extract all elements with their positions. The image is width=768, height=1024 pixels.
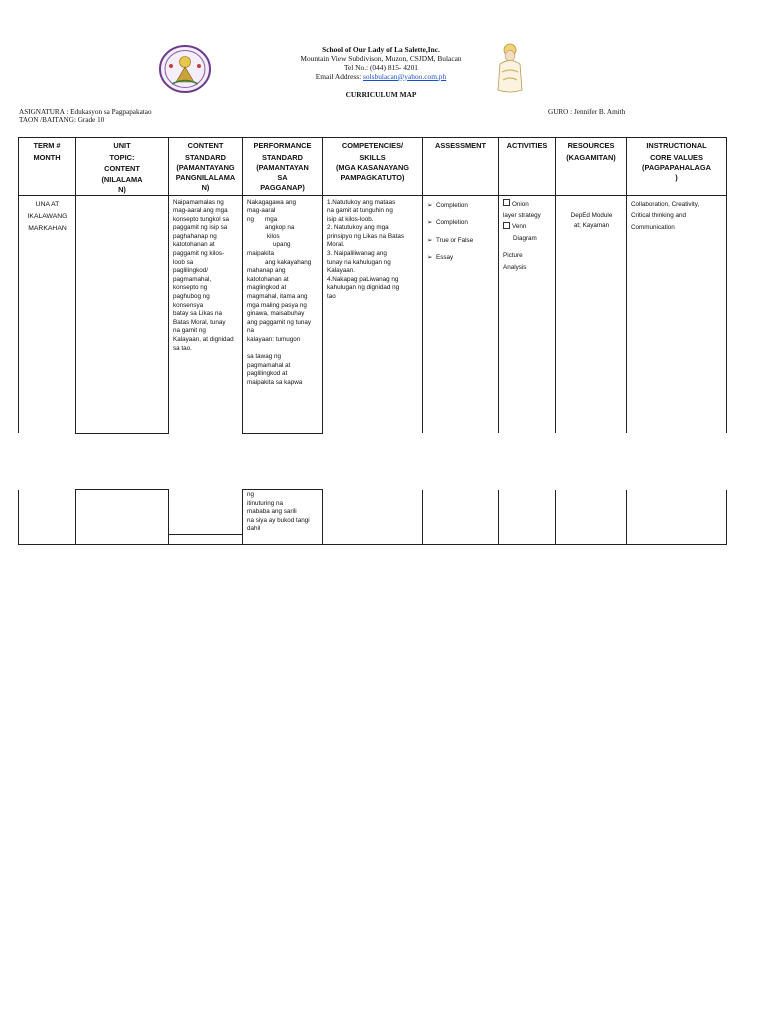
cell-line: maipakita sa kapwa bbox=[247, 378, 303, 386]
cell-line: maglingkod at bbox=[247, 284, 287, 292]
cell-line: paghubog ng bbox=[173, 293, 210, 301]
cell-line: 3. Naipaliliwanag ang bbox=[327, 250, 387, 258]
activity-item bbox=[503, 199, 552, 210]
header-line: ASSESSMENT bbox=[435, 141, 486, 150]
cell-line: Moral. bbox=[327, 241, 345, 249]
cell-line: paggamit ng isip sa bbox=[173, 224, 228, 232]
header-line: (PAGPAPAHALAGA bbox=[642, 163, 711, 172]
header-performance-standard bbox=[243, 138, 323, 196]
cell-line: Kalayaan. bbox=[327, 267, 356, 275]
header-row bbox=[19, 138, 727, 196]
cell-line: katotohanan at bbox=[173, 241, 215, 249]
cell-line: na bbox=[247, 327, 255, 335]
cell-line: paglilingkod at bbox=[247, 370, 288, 378]
cell-line: UNA AT bbox=[35, 200, 60, 208]
arrow-bullet-icon: ➢ bbox=[427, 254, 433, 262]
cell-line: Kalayaan, at dignidad bbox=[173, 336, 234, 343]
cell-line: dahil bbox=[247, 525, 261, 533]
header-line: CONTENT bbox=[187, 141, 224, 150]
school-email bbox=[270, 73, 492, 82]
cell-line: isip at kilos-loob. bbox=[327, 215, 374, 223]
cell-line: ng bbox=[247, 491, 255, 498]
activity-text: Diagram bbox=[513, 234, 537, 242]
cell-line: Collaboration, Creativity, bbox=[631, 200, 700, 208]
activities-cell bbox=[499, 195, 556, 433]
header-activities bbox=[499, 138, 556, 196]
cell-line: sa tawag ng bbox=[247, 353, 281, 361]
header-line: (MGA KASANAYANG bbox=[335, 163, 410, 172]
assessment-cell bbox=[423, 195, 499, 433]
activity-text: Onion bbox=[512, 200, 529, 208]
header-line: (NILALAMA bbox=[101, 174, 143, 184]
school-name: School of Our Lady of La Salette,Inc. bbox=[322, 45, 440, 54]
header-core-values bbox=[627, 138, 727, 196]
cell-line: mababa ang sarili bbox=[247, 508, 297, 516]
cell-line: itinuturing na bbox=[247, 499, 284, 507]
cell-line: Communication bbox=[631, 223, 675, 231]
cell-line: pagmamahal at bbox=[247, 361, 291, 369]
cell-line: DepEd Module bbox=[570, 211, 613, 219]
header-line: ACTIVITIES bbox=[506, 141, 548, 150]
header-line: COMPETENCIES/ bbox=[341, 141, 404, 150]
cell-line: ginawa, maisabuhay bbox=[247, 310, 305, 318]
cell-line: MARKAHAN bbox=[28, 224, 67, 232]
resources-cell bbox=[556, 195, 627, 433]
email-label: Email Address: bbox=[315, 71, 364, 81]
cell-line: 4.Nakapag paLiwanag ng bbox=[327, 275, 399, 283]
header-line: INSTRUCTIONAL bbox=[646, 141, 707, 150]
email-link[interactable]: solsbulacan@yahoo.com.ph bbox=[363, 71, 447, 81]
assessment-item bbox=[427, 219, 495, 228]
cell-line: mag-aaral bbox=[247, 207, 276, 215]
cell-line: konsepto tungkol sa bbox=[173, 215, 230, 223]
arrow-bullet-icon: ➢ bbox=[427, 219, 433, 227]
subject-label: ASIGNATURA : Edukasyon sa Pagpapakatao bbox=[19, 108, 152, 116]
activity-text: layer strategy bbox=[503, 211, 541, 219]
cell-divider bbox=[169, 534, 242, 535]
cell-line: paggamit ng kilos- bbox=[173, 250, 225, 258]
table-row bbox=[19, 195, 727, 433]
content-standard-cell bbox=[169, 490, 243, 545]
header-line: SKILLS bbox=[359, 152, 386, 162]
cell-line: kilos bbox=[267, 232, 280, 240]
cell-line: magmahal, itama ang bbox=[247, 293, 308, 301]
assessment-text: True or False bbox=[436, 236, 474, 244]
unit-topic-cell bbox=[76, 490, 169, 545]
cell-line: mga bbox=[265, 215, 278, 223]
school-tel: Tel No.: (044) 815- 4201 bbox=[344, 62, 418, 72]
header-line: (PAMANTAYANG bbox=[176, 163, 235, 172]
header-line: TERM # bbox=[33, 141, 61, 150]
cell-line: kalayaan: tumugon bbox=[247, 336, 301, 343]
competencies-cell bbox=[323, 490, 423, 545]
table-row bbox=[19, 490, 727, 545]
activity-item bbox=[503, 221, 552, 232]
patron-saint-icon bbox=[492, 42, 528, 94]
header-line: PAMPAGKATUTO) bbox=[340, 173, 405, 182]
checkbox-square-icon bbox=[503, 199, 510, 206]
header-line: UNIT bbox=[113, 141, 131, 150]
cell-line: mag-aaral ang mga bbox=[173, 207, 228, 215]
activities-cell bbox=[499, 490, 556, 545]
cell-line: 1.Natutukoy ang mataas bbox=[327, 198, 396, 206]
assessment-item bbox=[427, 254, 495, 263]
header-line: CORE VALUES bbox=[650, 152, 703, 162]
core-values-cell bbox=[627, 195, 727, 433]
cell-line: sa tao. bbox=[173, 344, 192, 352]
assessment-text: Completion bbox=[436, 219, 468, 227]
activity-text: Venn bbox=[512, 223, 527, 231]
cell-line: Batas Moral, tunay bbox=[173, 318, 226, 326]
cell-line: paghahanap ng bbox=[173, 232, 217, 240]
header-term bbox=[19, 138, 76, 196]
teacher-label: GURO : Jennifer B. Amith bbox=[548, 108, 626, 116]
cell-line: mga maling pasya ng bbox=[247, 301, 307, 309]
content-standard-cell bbox=[169, 195, 243, 433]
cell-line: kahulugan ng dignidad ng bbox=[327, 284, 400, 292]
cell-line: Nakagagawa ang bbox=[247, 198, 297, 206]
cell-line: na gamit at tunguhin ng bbox=[327, 207, 393, 215]
cell-line: tunay na kahulugan ng bbox=[327, 258, 391, 266]
header-line: STANDARD bbox=[262, 152, 303, 162]
cell-line: pagmamahal, bbox=[173, 275, 212, 283]
assessment-cell bbox=[423, 490, 499, 545]
cell-line: Critical thinking and bbox=[631, 212, 686, 219]
header-line: MONTH bbox=[33, 152, 61, 162]
assessment-item bbox=[427, 202, 495, 211]
cell-line: konsepto ng bbox=[173, 284, 208, 292]
unit-topic-cell bbox=[76, 195, 169, 433]
cell-line: at; Kayaman bbox=[573, 222, 610, 229]
cell-line: angkop na bbox=[265, 224, 295, 232]
checkbox-square-icon bbox=[503, 222, 510, 229]
cell-line: mahanap ang bbox=[247, 267, 286, 275]
school-seal-logo bbox=[158, 44, 212, 94]
cell-line: ang kakayahang bbox=[265, 258, 312, 266]
cell-line: loob sa bbox=[173, 258, 194, 266]
resources-cell bbox=[556, 490, 627, 545]
term-cell bbox=[19, 490, 76, 545]
assessment-item bbox=[427, 237, 495, 246]
arrow-bullet-icon: ➢ bbox=[427, 236, 433, 244]
assessment-text: Essay bbox=[436, 254, 454, 262]
header-line: (KAGAMITAN) bbox=[566, 152, 616, 162]
activity-text: Analysis bbox=[503, 263, 527, 271]
cell-line: IKALAWANG bbox=[27, 212, 68, 220]
cell-line: katotohanan at bbox=[247, 275, 289, 283]
cell-line: na gamit ng bbox=[173, 327, 206, 335]
cell-line: paglilingkod/ bbox=[173, 267, 209, 275]
patron-saint-logo bbox=[492, 42, 528, 94]
curriculum-table bbox=[18, 137, 727, 434]
cell-line: na siya ay bukod tangi bbox=[247, 516, 310, 524]
cell-line: 2. Natutukoy ang mga bbox=[327, 224, 389, 232]
grade-label: TAON /BAITANG: Grade 10 bbox=[19, 116, 105, 124]
header-line: SA bbox=[277, 173, 288, 182]
header-line: (PAMANTAYAN bbox=[256, 163, 309, 172]
cell-line: ng bbox=[247, 215, 255, 223]
curriculum-table-continued bbox=[18, 489, 727, 545]
header-competencies bbox=[323, 138, 423, 196]
header-line: ) bbox=[675, 173, 678, 182]
document-title: CURRICULUM MAP bbox=[345, 90, 417, 99]
header-line: PERFORMANCE bbox=[253, 141, 312, 150]
school-address: Mountain View Subdivison, Muzon, CSJDM, Bulacan bbox=[300, 53, 462, 63]
school-seal-icon bbox=[158, 44, 212, 94]
cell-line: Naipamamalas ng bbox=[173, 198, 224, 206]
performance-standard-cell bbox=[243, 195, 323, 433]
header-line: N) bbox=[201, 183, 210, 192]
cell-line: batay sa Likas na bbox=[173, 310, 223, 318]
school-info bbox=[270, 46, 492, 82]
cell-line: tao bbox=[327, 293, 336, 301]
header-line: PANGNILALAMA bbox=[175, 173, 236, 182]
header-line: CONTENT bbox=[104, 164, 140, 173]
cell-line: upang bbox=[273, 241, 291, 249]
competencies-cell bbox=[323, 195, 423, 433]
activity-text: Picture bbox=[503, 252, 523, 260]
term-cell bbox=[19, 195, 76, 433]
header-line: TOPIC: bbox=[109, 152, 135, 162]
arrow-bullet-icon: ➢ bbox=[427, 201, 433, 209]
assessment-text: Completion bbox=[436, 201, 468, 209]
core-values-cell bbox=[627, 490, 727, 545]
cell-line: konsensya bbox=[173, 301, 204, 309]
header-resources bbox=[556, 138, 627, 196]
header-line: PAGGANAP) bbox=[260, 183, 305, 192]
cell-line: maipakita bbox=[247, 250, 274, 258]
header-assessment bbox=[423, 138, 499, 196]
header-line: STANDARD bbox=[185, 152, 226, 162]
header-unit bbox=[76, 138, 169, 196]
header-line: N) bbox=[118, 184, 126, 194]
cell-line: ang paggamit ng tunay bbox=[247, 318, 312, 326]
header-content-standard bbox=[169, 138, 243, 196]
header-line: RESOURCES bbox=[567, 141, 615, 150]
cell-line: prinsipyo ng Likas na Batas bbox=[327, 232, 405, 240]
performance-standard-cell bbox=[243, 490, 323, 545]
